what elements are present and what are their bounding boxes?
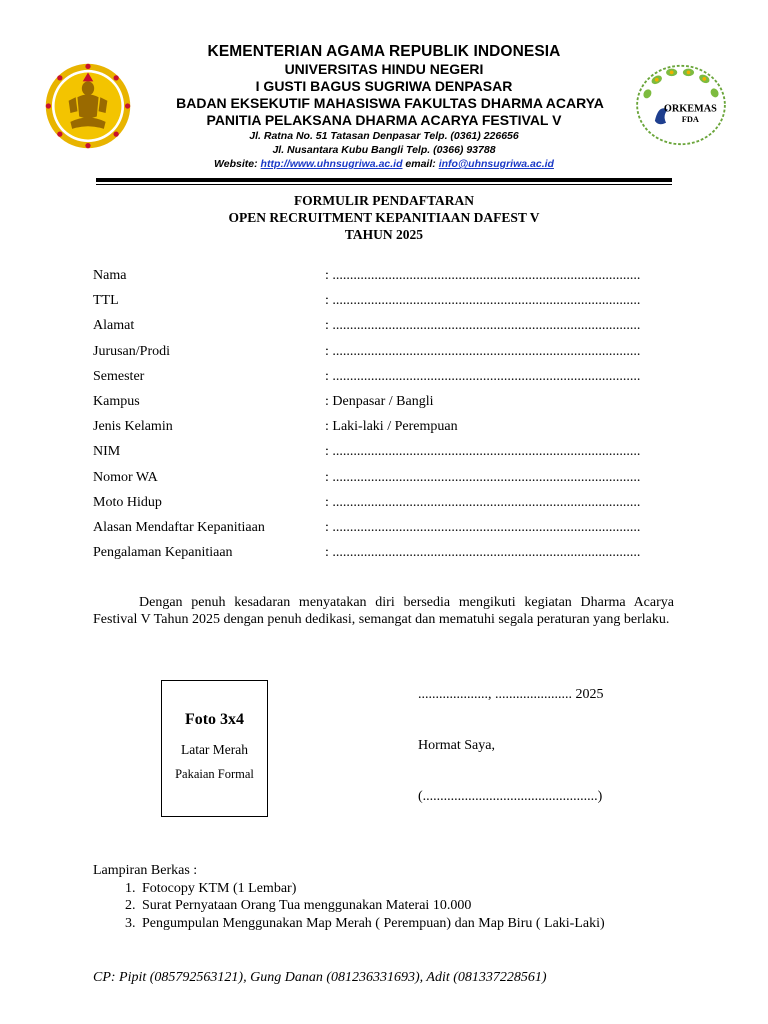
field-label: Alamat: [93, 318, 135, 334]
address-line-1: Jl. Ratna No. 51 Tatasan Denpasar Telp. (0361) 226656: [249, 130, 519, 142]
field-blank: : ........................................................................................: [325, 494, 641, 510]
email-label: email:: [405, 158, 436, 170]
field-row-nama: [93, 265, 683, 290]
field-blank: : ........................................................................................: [325, 545, 641, 561]
letterhead-divider-thick: [96, 178, 672, 182]
committee-name: PANITIA PELAKSANA DHARMA ACARYA FESTIVAL V: [206, 112, 562, 128]
logo-text-orkemas: ORKEMAS: [663, 103, 717, 115]
website-label: Website:: [214, 158, 258, 170]
field-label: Alasan Mendaftar Kepanitiaan: [93, 519, 265, 535]
contact-web-line: [0, 157, 768, 171]
field-row-pengalaman: [93, 542, 683, 567]
attachments-list: [93, 880, 713, 933]
field-row-nomor-wa: [93, 467, 683, 492]
university-name-2: I GUSTI BAGUS SUGRIWA DENPASAR: [255, 78, 513, 94]
attachments-section: [93, 862, 713, 932]
field-label: Pengalaman Kepanitiaan: [93, 545, 233, 561]
letterhead-divider-thin: [96, 184, 672, 185]
declaration-statement: Dengan penuh kesadaran menyatakan diri bersedia mengikuti kegiatan Dharma Acarya Festival V Tahun 2025 dengan penuh dedikasi, semangat dan mematuhi segala peraturan yang berlaku.: [93, 595, 674, 627]
form-title-line-2: OPEN RECRUITMENT KEPANITIAAN DAFEST V: [228, 210, 540, 225]
field-row-nim: [93, 441, 683, 466]
field-row-semester: [93, 366, 683, 391]
field-blank: : ........................................................................................: [325, 368, 641, 384]
form-title: [0, 192, 768, 243]
field-options: : Laki-laki / Perempuan: [325, 419, 458, 435]
field-label: Semester: [93, 368, 145, 384]
field-label: Kampus: [93, 393, 140, 409]
field-blank: : ........................................................................................: [325, 293, 641, 309]
field-blank: : ........................................................................................: [325, 268, 641, 283]
university-name: UNIVERSITAS HINDU NEGERI: [284, 61, 484, 77]
photo-title: Foto 3x4: [184, 711, 245, 728]
list-item: 2. Surat Pernyataan Orang Tua menggunakan Materai 10.000: [139, 897, 713, 915]
field-blank: : ........................................................................................: [325, 318, 641, 334]
orkemas-logo: [634, 63, 728, 147]
attachments-heading: Lampiran Berkas :: [93, 863, 198, 878]
field-row-moto-hidup: [93, 492, 683, 517]
field-label: TTL: [93, 293, 119, 309]
field-row-ttl: [93, 290, 683, 315]
list-item: 3. Pengumpulan Menggunakan Map Merah ( Perempuan) dan Map Biru ( Laki-Laki): [139, 915, 713, 933]
field-row-alamat: [93, 315, 683, 340]
signature-greeting: Hormat Saya,: [418, 738, 495, 753]
field-blank: : ........................................................................................: [325, 519, 641, 535]
signature-date-line: ...................., ...................... 2025: [418, 687, 604, 702]
field-blank: : ........................................................................................: [325, 469, 641, 485]
field-label: NIM: [93, 444, 121, 460]
list-item: 1. Fotocopy KTM (1 Lembar): [139, 880, 713, 898]
field-blank: : ........................................................................................: [325, 444, 641, 460]
logo-text-fda: FDA: [681, 114, 699, 124]
photo-placeholder: [161, 680, 268, 817]
organization-name: BADAN EKSEKUTIF MAHASISWA FAKULTAS DHARMA ACARYA: [176, 95, 604, 111]
photo-background-note: Latar Merah: [180, 742, 249, 757]
website-link[interactable]: http://www.uhnsugriwa.ac.id: [260, 158, 403, 170]
field-label: Nama: [93, 268, 127, 283]
field-row-kampus: [93, 391, 683, 416]
photo-attire-note: Pakaian Formal: [175, 767, 254, 781]
field-row-alasan: [93, 517, 683, 542]
field-label: Jenis Kelamin: [93, 419, 173, 435]
field-label: Jurusan/Prodi: [93, 343, 170, 359]
signature-name-line: (..................................................): [418, 789, 603, 804]
ministry-name: KEMENTERIAN AGAMA REPUBLIK INDONESIA: [207, 43, 561, 60]
registration-fields: [93, 265, 683, 567]
contact-persons: CP: Pipit (085792563121), Gung Danan (081236331693), Adit (081337228561): [93, 970, 547, 985]
field-row-jenis-kelamin: [93, 416, 683, 441]
field-blank: : ........................................................................................: [325, 343, 641, 359]
form-title-line-3: TAHUN 2025: [344, 227, 424, 242]
email-link[interactable]: info@uhnsugriwa.ac.id: [438, 158, 554, 170]
field-row-jurusan: [93, 341, 683, 366]
address-line-2: Jl. Nusantara Kubu Bangli Telp. (0366) 93788: [272, 144, 496, 156]
form-title-line-1: FORMULIR PENDAFTARAN: [293, 193, 475, 208]
field-label: Nomor WA: [93, 469, 158, 485]
field-label: Moto Hidup: [93, 494, 162, 510]
field-options: : Denpasar / Bangli: [325, 393, 434, 409]
